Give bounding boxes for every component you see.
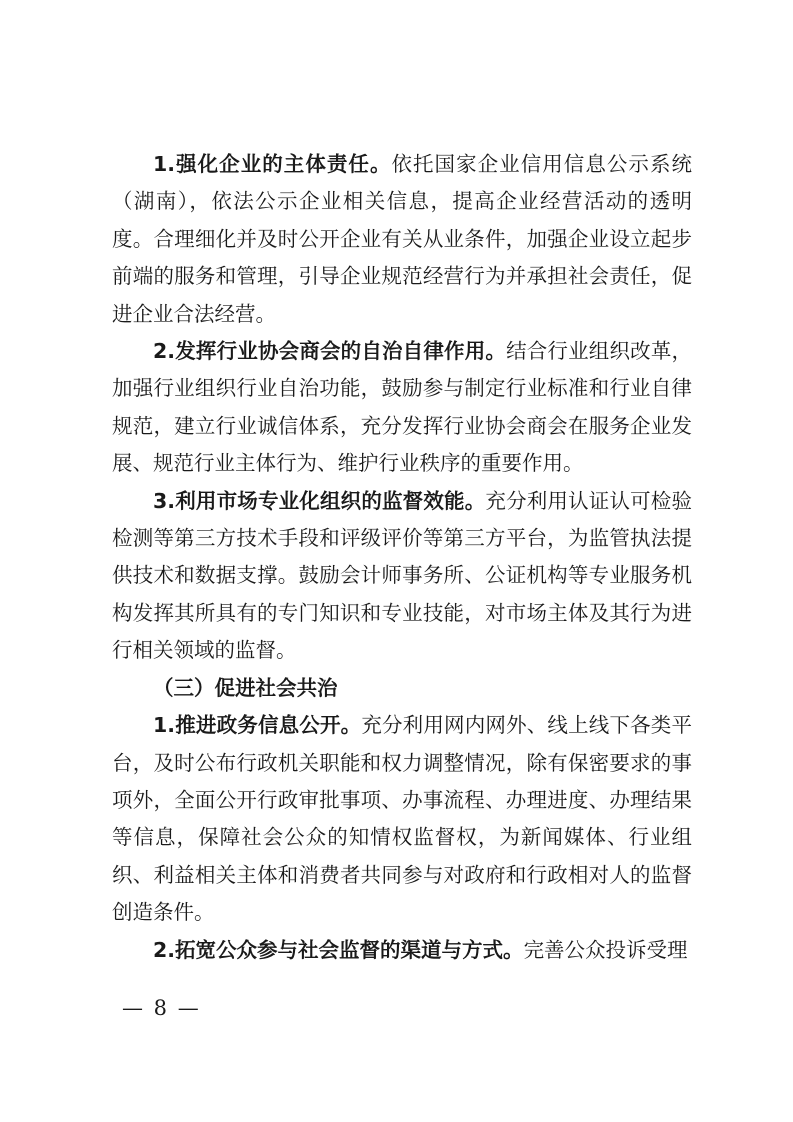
paragraph-4-text: 充分利用网内网外、线上线下各类平台，及时公布行政机关职能和权力调整情况，除有保密要求的事项外，全面公开行政审批事项、办事流程、办理进度、办理结果等信息，保障社会公众的知情权监督权，为新闻媒体、行业组织、利益相关主体和消费者共同参与对政府和行政相对人的监督创造条件。 bbox=[112, 713, 692, 925]
paragraph-4 bbox=[112, 707, 692, 931]
body-text bbox=[112, 146, 692, 969]
paragraph-1 bbox=[112, 146, 692, 333]
paragraph-5-heading: 2.拓宽公众参与社会监督的渠道与方式。 bbox=[153, 937, 524, 962]
paragraph-4-heading: 1.推进政务信息公开。 bbox=[153, 713, 362, 738]
paragraph-1-heading: 1.强化企业的主体责任。 bbox=[153, 152, 392, 176]
paragraph-5-text: 完善公众投诉受理 bbox=[523, 937, 688, 962]
paragraph-1-text: 依托国家企业信用信息公示系统（湖南），依法公示企业相关信息，提高企业经营活动的透明度。合理细化并及时公开企业有关从业条件，加强企业设立起步前端的服务和管理，引导企业规范经营行为并承担社会责任，促进企业合法经营。 bbox=[112, 152, 692, 326]
paragraph-3 bbox=[112, 483, 692, 670]
paragraph-3-text: 充分利用认证认可检验检测等第三方技术手段和评级评价等第三方平台，为监管执法提供技术和数据支撑。鼓励会计师事务所、公证机构等专业服务机构发挥其所具有的专门知识和专业技能，对市场主体及其行为进行相关领域的监督。 bbox=[112, 488, 692, 663]
section-heading: （三）促进社会共治 bbox=[153, 675, 338, 700]
paragraph-2-text: 结合行业组织改革，加强行业组织行业自治功能，鼓励参与制定行业标准和行业自律规范，建立行业诚信体系，充分发挥行业协会商会在服务企业发展、规范行业主体行为、维护行业秩序的重要作用。 bbox=[112, 339, 692, 476]
paragraph-3-heading: 3.利用市场专业化组织的监督效能。 bbox=[153, 488, 486, 513]
paragraph-5 bbox=[112, 932, 692, 969]
paragraph-2 bbox=[112, 333, 692, 483]
page-number: — 8 — bbox=[122, 996, 201, 1020]
paragraph-2-heading: 2.发挥行业协会商会的自治自律作用。 bbox=[153, 339, 507, 364]
